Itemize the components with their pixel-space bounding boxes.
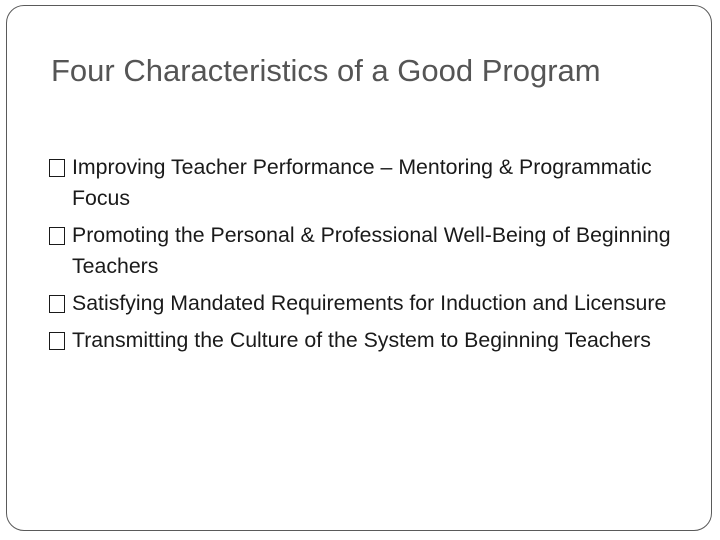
square-box-icon <box>49 227 65 245</box>
bullet-item <box>49 288 689 319</box>
slide-frame <box>6 5 712 531</box>
square-box-icon <box>49 332 65 350</box>
bullet-item <box>49 325 689 356</box>
bullet-text: Transmitting the Culture of the System to Beginning Teachers <box>72 328 651 352</box>
bullet-text: Satisfying Mandated Requirements for Induction and Licensure <box>72 291 667 315</box>
bullet-text: Promoting the Personal & Professional Well-Being of Beginning Teachers <box>72 223 671 278</box>
bullet-item <box>49 220 689 282</box>
bullet-text: Improving Teacher Performance – Mentoring & Programmatic Focus <box>72 155 652 210</box>
bullet-item <box>49 152 689 214</box>
square-box-icon <box>49 295 65 313</box>
slide-title: Four Characteristics of a Good Program <box>51 53 601 88</box>
square-box-icon <box>49 159 65 177</box>
bullet-list <box>49 152 689 362</box>
